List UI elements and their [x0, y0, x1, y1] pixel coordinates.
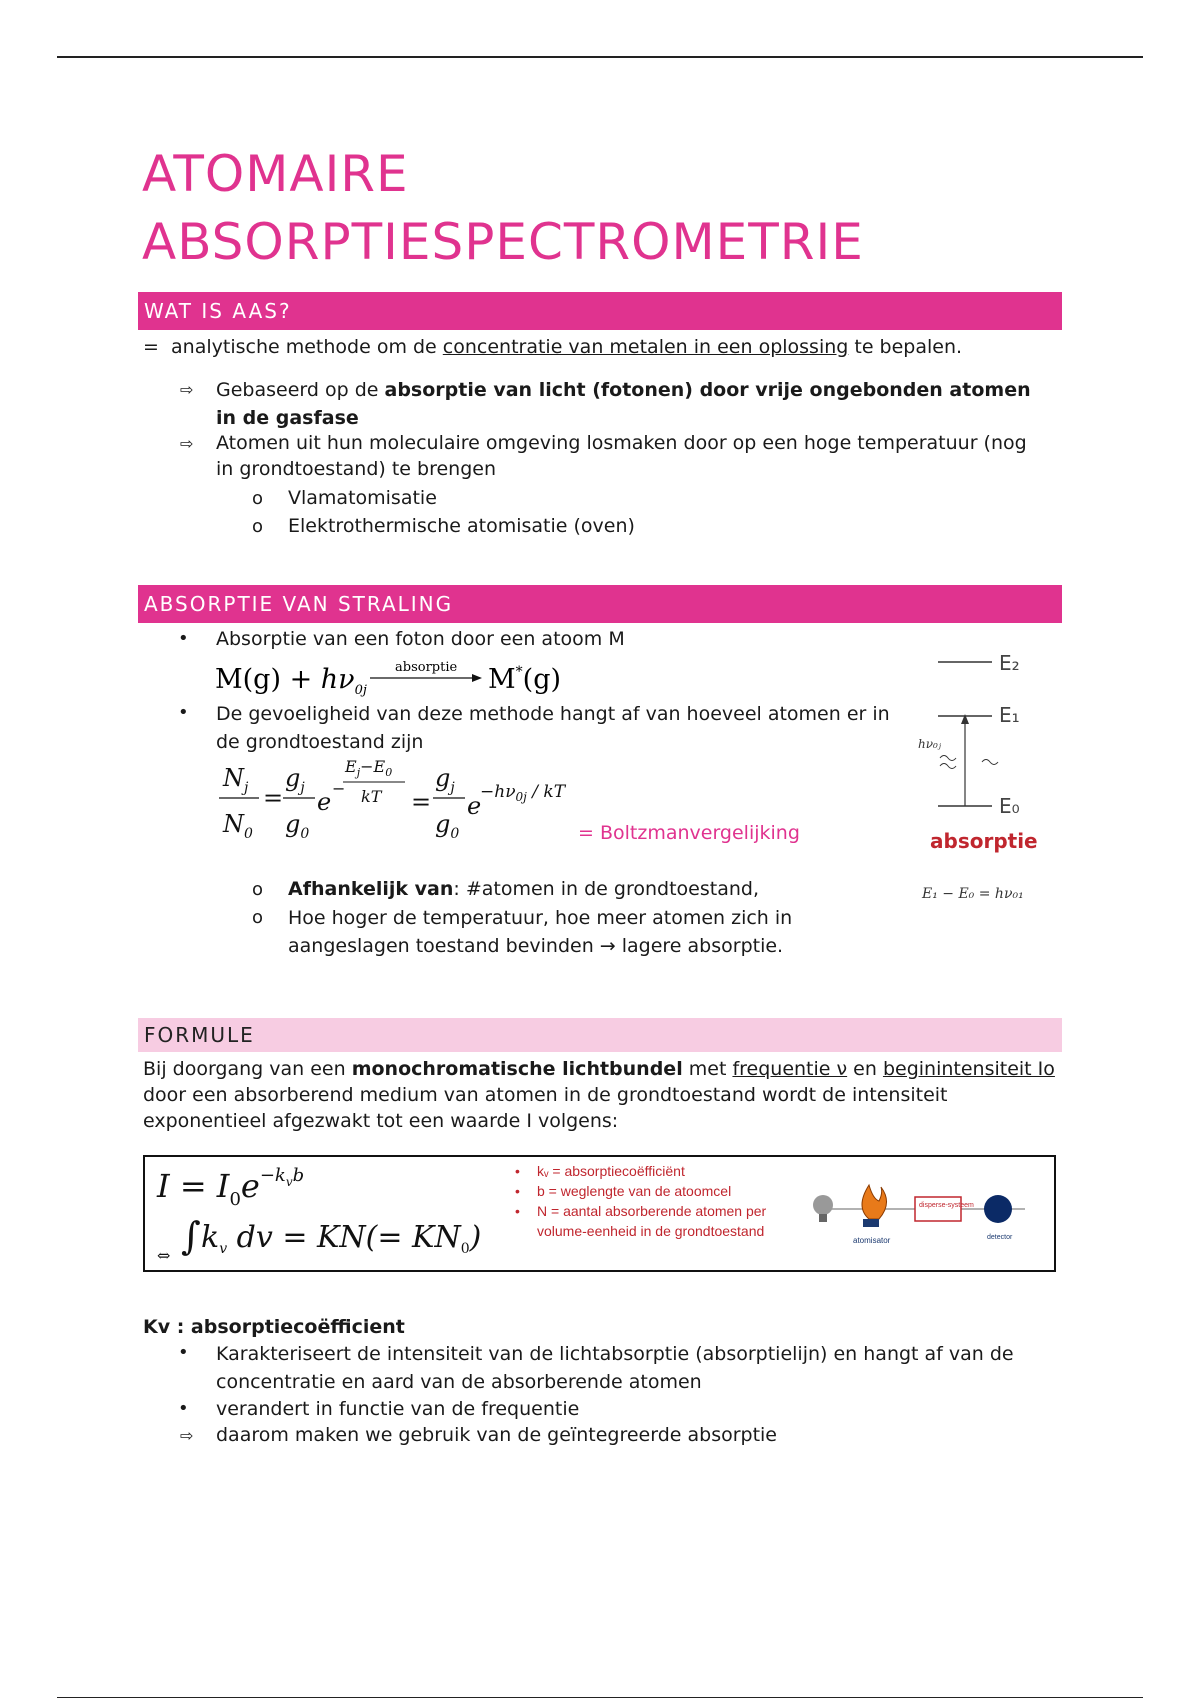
reaction-equation — [210, 650, 570, 700]
sub-temperatuur: Hoe hoger de temperatuur, hoe meer atomen zich in aangeslagen toestand bevinden → lagere absorptie. — [288, 907, 793, 957]
kv-bullet-2: verandert in functie van de frequentie — [216, 1398, 580, 1420]
sub-afhankelijk — [288, 876, 759, 902]
svg-text:kv dv = KN(= KN0): $k_v$ dv = $KN(= KN_0)$ — [201, 1220, 482, 1257]
section-heading-aas: WAT IS AAS? — [138, 292, 1062, 330]
para-bold: monochromatische lichtbundel — [351, 1058, 683, 1080]
kv-bullet-1: Karakteriseert de intensiteit van de lichtabsorptie (absorptielijn) en hangt af van de concentratie en aard van de absorberende atomen — [216, 1343, 1014, 1393]
diagram-equation: E₁ − E₀ = hν₀₁ — [922, 886, 1024, 902]
kv-arrow: daarom maken we gebruik van de geïntegreerde absorptie — [216, 1424, 778, 1446]
arrow-bullet-icon: ⇨ — [180, 434, 194, 453]
svg-text:gj: $g_j$ — [435, 764, 455, 796]
formula-legend — [515, 1161, 775, 1241]
svg-text:−: − — [332, 779, 346, 798]
arrow-item-2: Atomen uit hun moleculaire omgeving losmaken door op een hoge temperatuur (nog in grondtoestand) te brengen — [216, 432, 1027, 480]
svg-text:gj: $g_j$ — [285, 764, 305, 796]
section-heading-absorptie: ABSORPTIE VAN STRALING — [138, 585, 1062, 623]
svg-text:N0: $N_0$ — [223, 810, 253, 842]
legend-n: N = aantal absorberende atomen per volume-eenheid in de grondtoestand — [537, 1203, 767, 1239]
boltzmann-label: = Boltzmanvergelijking — [578, 822, 800, 844]
legend-bullet-icon: • — [515, 1203, 520, 1219]
bullet-icon: • — [178, 1342, 189, 1363]
svg-text:M*(g): M*(g) — [488, 664, 562, 695]
legend-bullet-icon: • — [515, 1163, 520, 1179]
definition-text-b: te bepalen. — [848, 336, 963, 358]
photon-label: hν₀ⱼ — [918, 737, 942, 751]
definition-prefix: = — [143, 336, 159, 358]
para-frequentie: frequentie ν — [732, 1058, 848, 1080]
title-line-1: ATOMAIRE — [142, 145, 409, 203]
sub-item-2: Elektrothermische atomisatie (oven) — [288, 515, 635, 537]
definition — [143, 334, 962, 360]
sub-item-1: Vlamatomisatie — [288, 487, 437, 509]
svg-text:Ej−E0: $E_j-E_0$ — [345, 757, 393, 779]
detector-icon — [984, 1195, 1012, 1223]
arrow-bullet-icon: ⇨ — [180, 380, 194, 399]
para-c: en — [847, 1058, 883, 1080]
circle-bullet-icon: o — [252, 907, 264, 928]
para-d: door een absorberend medium van atomen in de grondtoestand wordt de intensiteit exponentieel afgezwakt tot een waarde I volgens: — [143, 1084, 948, 1132]
arrow-item-1-bold: absorptie van licht (fotonen) door vrije ongebonden atomen in de gasfase — [216, 379, 1031, 429]
bullet-absorptie-foton: Absorptie van een foton door een atoom M — [216, 628, 625, 650]
title-line-2: ABSORPTIESPECTROMETRIE — [142, 213, 864, 271]
beer-lambert-formula — [147, 1157, 482, 1270]
boltzmann-equation — [215, 752, 585, 852]
bottom-rule — [57, 1697, 1143, 1698]
page-title — [142, 140, 864, 276]
disperse-label: disperse-systeem — [919, 1202, 974, 1209]
kv-heading: Kv : absorptiecoëfficient — [143, 1316, 405, 1338]
legend-b: b = weglengte van de atoomcel — [537, 1183, 732, 1199]
sub-afhankelijk-bold: Afhankelijk van — [288, 878, 454, 900]
formule-paragraph — [143, 1056, 1058, 1134]
definition-underlined: concentratie van metalen in een oplossing — [442, 336, 849, 358]
circle-bullet-icon: o — [252, 879, 264, 900]
definition-text-a: analytische methode om de — [171, 336, 443, 358]
detector-label: detector — [987, 1234, 1013, 1241]
svg-text:e: e — [317, 788, 332, 816]
bullet-icon: • — [178, 1398, 189, 1419]
aas-schematic — [805, 1167, 1050, 1262]
level-e1-label: E₁ — [999, 703, 1020, 727]
svg-text:−hν0j / kT: $-h\nu_{0j}$ / kT — [480, 782, 566, 804]
section-heading-formule: FORMULE — [138, 1018, 1062, 1052]
para-a: Bij doorgang van een — [143, 1058, 352, 1080]
svg-text:∫: ∫ — [181, 1214, 201, 1258]
svg-text:I = I0e−kvb: $I = I_0e^{-k}vb$ — [157, 1165, 305, 1210]
diagram-caption: absorptie — [930, 829, 1038, 853]
circle-bullet-icon: o — [252, 516, 264, 537]
reaction-arrow-label: absorptie — [395, 660, 458, 675]
para-b: met — [682, 1058, 733, 1080]
svg-text:=: = — [411, 788, 432, 816]
arrow-item-1 — [216, 376, 1036, 432]
legend-bullet-icon: • — [515, 1183, 520, 1199]
flame-icon — [862, 1185, 887, 1219]
level-e0-label: E₀ — [999, 794, 1020, 818]
formula-box — [143, 1155, 1056, 1272]
svg-text:⇔: ⇔ — [157, 1246, 171, 1265]
svg-text:g0: $g_0$ — [435, 810, 460, 842]
disperse-system-box — [915, 1197, 961, 1221]
bullet-gevoeligheid: De gevoeligheid van deze methode hangt af van hoeveel atomen er in de grondtoestand zijn — [216, 703, 890, 753]
arrow-bullet-icon: ⇨ — [180, 1426, 194, 1445]
atomizer-label: atomisator — [853, 1236, 891, 1245]
circle-bullet-icon: o — [252, 488, 264, 509]
level-e2-label: E₂ — [999, 651, 1020, 675]
svg-text:M(g) + hν0j: $M(g) + h\nu_{0j}$ — [215, 664, 367, 698]
reaction-arrowhead — [472, 674, 482, 682]
svg-text:kT: kT — [361, 787, 382, 806]
top-rule — [57, 56, 1143, 58]
energy-level-diagram — [912, 650, 1062, 910]
svg-text:=: = — [263, 784, 284, 812]
arrow-item-1-text: Gebaseerd op de — [216, 379, 385, 401]
svg-text:e: e — [467, 792, 482, 820]
lamp-icon — [813, 1195, 833, 1215]
bullet-icon: • — [178, 702, 189, 723]
photon-wave-icon — [940, 756, 956, 769]
svg-text:g0: $g_0$ — [285, 810, 310, 842]
bullet-icon: • — [178, 628, 189, 649]
sub-afhankelijk-rest: : #atomen in de grondtoestand, — [453, 878, 759, 900]
svg-text:Nj: $N_j$ — [223, 764, 249, 796]
legend-k: kᵥ = absorptiecoëfficiënt — [537, 1163, 685, 1179]
para-beginintensiteit: beginintensiteit Io — [882, 1058, 1055, 1080]
